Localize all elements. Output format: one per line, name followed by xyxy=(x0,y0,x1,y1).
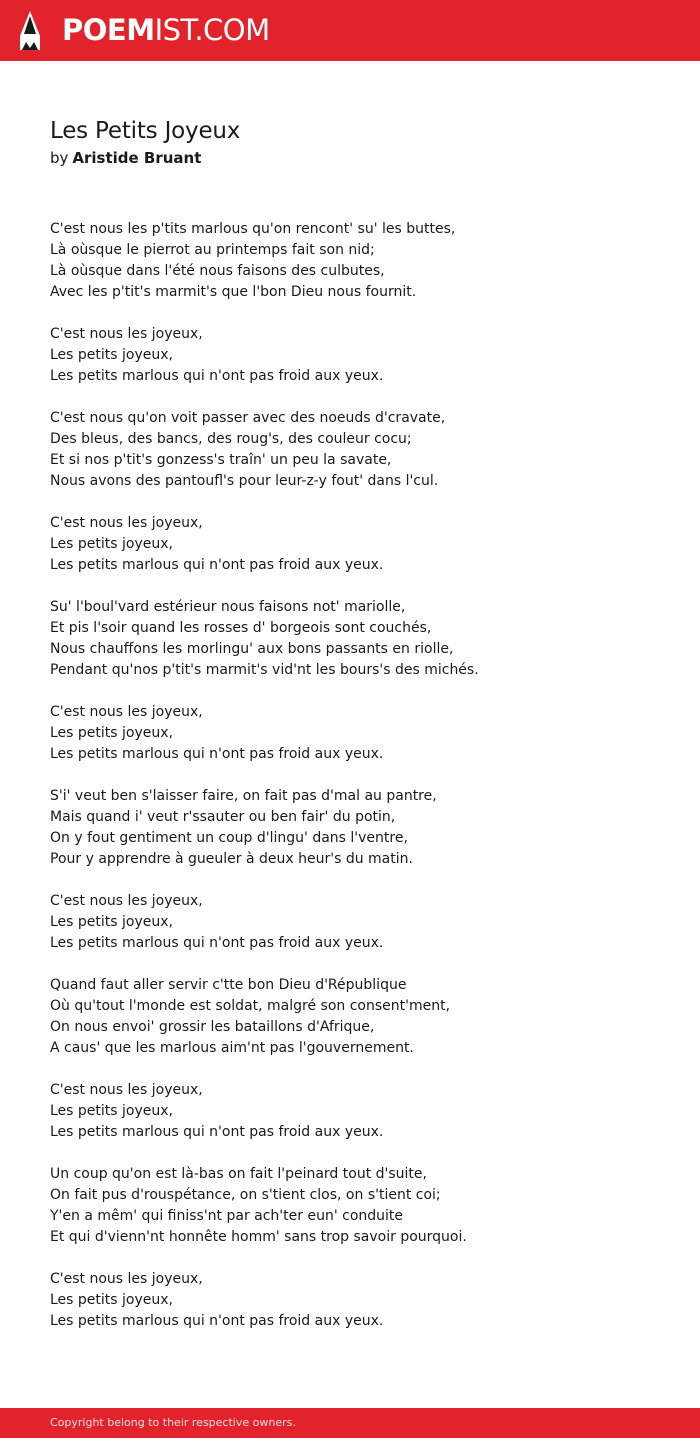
poem-line: Nous avons des pantoufl's pour leur-z-y fout' dans l'cul. xyxy=(50,473,439,489)
poem-line: Là oùsque le pierrot au printemps fait son nid; xyxy=(50,242,375,258)
poem-line: C'est nous les joyeux, xyxy=(50,704,203,720)
stanza xyxy=(50,1164,650,1248)
stanza xyxy=(50,891,650,954)
byline xyxy=(50,148,240,168)
poem-line: C'est nous les p'tits marlous qu'on rencont' su' les buttes, xyxy=(50,221,456,237)
poem-line: Et si nos p'tit's gonzess's traîn' un peu la savate, xyxy=(50,452,392,468)
poem-line: C'est nous les joyeux, xyxy=(50,326,203,342)
logo-light-text: IST.COM xyxy=(154,13,270,47)
stanza xyxy=(50,1080,650,1143)
poem-line: Et qui d'vienn'nt honnête homm' sans trop savoir pourquoi. xyxy=(50,1229,467,1245)
author-name: Aristide Bruant xyxy=(72,149,202,167)
stanza xyxy=(50,324,650,387)
poem-line: Les petits joyeux, xyxy=(50,536,173,552)
poem-line: Su' l'boul'vard estérieur nous faisons not' mariolle, xyxy=(50,599,406,615)
poem-line: Pendant qu'nos p'tit's marmit's vid'nt les bours's des michés. xyxy=(50,662,479,678)
poem-line: A caus' que les marlous aim'nt pas l'gouvernement. xyxy=(50,1040,414,1056)
poem-line: Pour y apprendre à gueuler à deux heur's du matin. xyxy=(50,851,413,867)
poem-line: On nous envoi' grossir les bataillons d'Afrique, xyxy=(50,1019,375,1035)
poem-line: Les petits marlous qui n'ont pas froid aux yeux. xyxy=(50,368,384,384)
poem-line: Les petits joyeux, xyxy=(50,1292,173,1308)
poem-line: Les petits marlous qui n'ont pas froid aux yeux. xyxy=(50,935,384,951)
poem-line: Mais quand i' veut r'ssauter ou ben fair' du potin, xyxy=(50,809,396,825)
byline-label: by xyxy=(50,149,69,167)
stanza xyxy=(50,702,650,765)
pen-nib-icon[interactable] xyxy=(18,10,42,52)
poem-line: Là oùsque dans l'été nous faisons des culbutes, xyxy=(50,263,385,279)
poem-line: Quand faut aller servir c'tte bon Dieu d'République xyxy=(50,977,407,993)
stanza xyxy=(50,786,650,870)
poem-heading xyxy=(50,116,240,168)
poem-line: On fait pus d'rouspétance, on s'tient clos, on s'tient coi; xyxy=(50,1187,441,1203)
poem-line: Les petits joyeux, xyxy=(50,1103,173,1119)
site-logo[interactable] xyxy=(62,12,270,48)
poem-line: Les petits joyeux, xyxy=(50,914,173,930)
logo-bold-text: POEM xyxy=(62,13,155,47)
poem-line: Les petits joyeux, xyxy=(50,347,173,363)
poem-line: C'est nous les joyeux, xyxy=(50,893,203,909)
stanza xyxy=(50,597,650,681)
poem-body xyxy=(50,219,650,1353)
stanza xyxy=(50,408,650,492)
page-title: Les Petits Joyeux xyxy=(50,118,241,144)
site-footer xyxy=(0,1408,700,1438)
poem-line: Avec les p'tit's marmit's que l'bon Dieu nous fournit. xyxy=(50,284,417,300)
stanza xyxy=(50,513,650,576)
poem-line: Les petits marlous qui n'ont pas froid aux yeux. xyxy=(50,557,384,573)
poem-line: Où qu'tout l'monde est soldat, malgré son consent'ment, xyxy=(50,998,451,1014)
poem-line: On y fout gentiment un coup d'lingu' dans l'ventre, xyxy=(50,830,408,846)
poem-line: C'est nous les joyeux, xyxy=(50,1082,203,1098)
stanza xyxy=(50,1269,650,1332)
poem-line: Les petits marlous qui n'ont pas froid aux yeux. xyxy=(50,1313,384,1329)
copyright-text: Copyright belong to their respective owners. xyxy=(50,1416,296,1429)
poem-line: Nous chauffons les morlingu' aux bons passants en riolle, xyxy=(50,641,454,657)
stanza xyxy=(50,219,650,303)
stanza xyxy=(50,975,650,1059)
poem-line: C'est nous les joyeux, xyxy=(50,1271,203,1287)
poem-line: Un coup qu'on est là-bas on fait l'peinard tout d'suite, xyxy=(50,1166,427,1182)
poem-line: C'est nous qu'on voit passer avec des noeuds d'cravate, xyxy=(50,410,446,426)
poem-line: Y'en a mêm' qui finiss'nt par ach'ter eun' conduite xyxy=(50,1208,404,1224)
poem-line: S'i' veut ben s'laisser faire, on fait pas d'mal au pantre, xyxy=(50,788,437,804)
poem-line: Les petits marlous qui n'ont pas froid aux yeux. xyxy=(50,746,384,762)
poem-line: Des bleus, des bancs, des roug's, des couleur cocu; xyxy=(50,431,412,447)
poem-line: C'est nous les joyeux, xyxy=(50,515,203,531)
poem-line: Les petits joyeux, xyxy=(50,725,173,741)
site-header xyxy=(0,0,700,61)
poem-line: Les petits marlous qui n'ont pas froid aux yeux. xyxy=(50,1124,384,1140)
poem-line: Et pis l'soir quand les rosses d' borgeois sont couchés, xyxy=(50,620,432,636)
